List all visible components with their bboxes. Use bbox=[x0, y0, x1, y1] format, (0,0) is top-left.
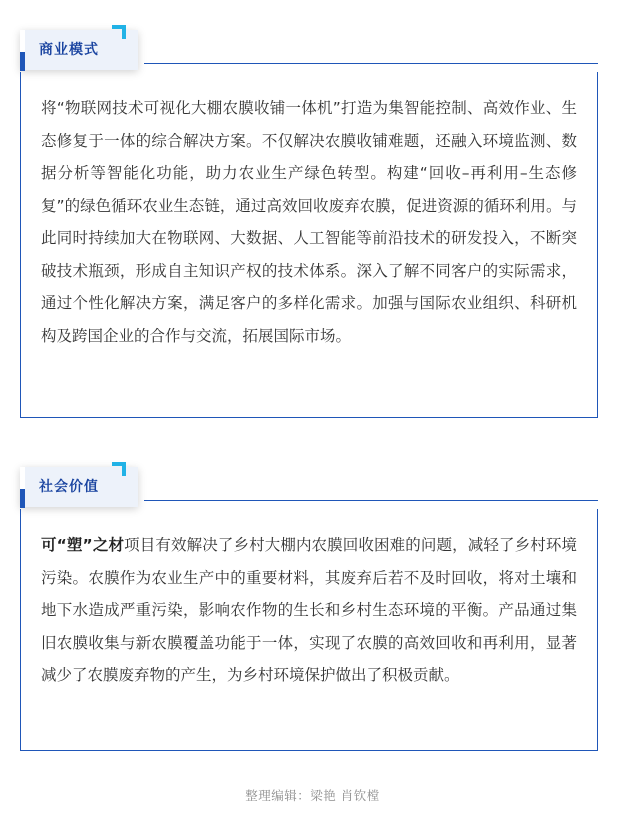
left-accent-bar bbox=[20, 52, 25, 71]
header-rule bbox=[144, 63, 598, 64]
section-header-tag bbox=[20, 26, 140, 70]
left-accent-bar bbox=[20, 489, 25, 508]
header-rule bbox=[144, 500, 598, 501]
editor-credit: 整理编辑：梁艳 肖钦樘 bbox=[245, 788, 380, 803]
social-value-paragraph bbox=[41, 529, 577, 692]
business-model-paragraph: 将“物联网技术可视化大棚农膜收铺一体机”打造为集智能控制、高效作业、生态修复于一体的综合解决方案。不仅解决农膜收铺难题，还融入环境监测、数据分析等智能化功能，助力农业生产绿色转型。构建“回收–再利用–生态修复”的绿色循环农业生态链，通过高效回收废弃农膜，促进资源的循环利用。与此同时持续加大在物联网、大数据、人工智能等前沿技术的研发投入，不断突破技术瓶颈，形成自主知识产权的技术体系。深入了解不同客户的实际需求，通过个性化解决方案，满足客户的多样化需求。加强与国际农业组织、科研机构及跨国企业的合作与交流，拓展国际市场。 bbox=[41, 99, 577, 345]
social-value-section bbox=[20, 463, 598, 751]
section-title: 社会价值 bbox=[39, 479, 99, 495]
section-header-tag bbox=[20, 463, 140, 507]
project-name-lead: 可“塑”之材 bbox=[41, 536, 125, 554]
content-box bbox=[20, 72, 598, 418]
section-title: 商业模式 bbox=[39, 42, 99, 58]
social-value-text: 项目有效解决了乡村大棚内农膜回收困难的问题，减轻了乡村环境污染。农膜作为农业生产中的重要材料，其废弃后若不及时回收，将对土壤和地下水造成严重污染，影响农作物的生长和乡村生态环境的平衡。产品通过集旧农膜收集与新农膜覆盖功能于一体，实现了农膜的高效回收和再利用，显著减少了农膜废弃物的产生，为乡村环境保护做出了积极贡献。 bbox=[41, 536, 577, 684]
corner-bracket-icon bbox=[112, 25, 126, 39]
business-model-section bbox=[20, 26, 598, 418]
corner-bracket-icon bbox=[112, 462, 126, 476]
content-box bbox=[20, 509, 598, 751]
